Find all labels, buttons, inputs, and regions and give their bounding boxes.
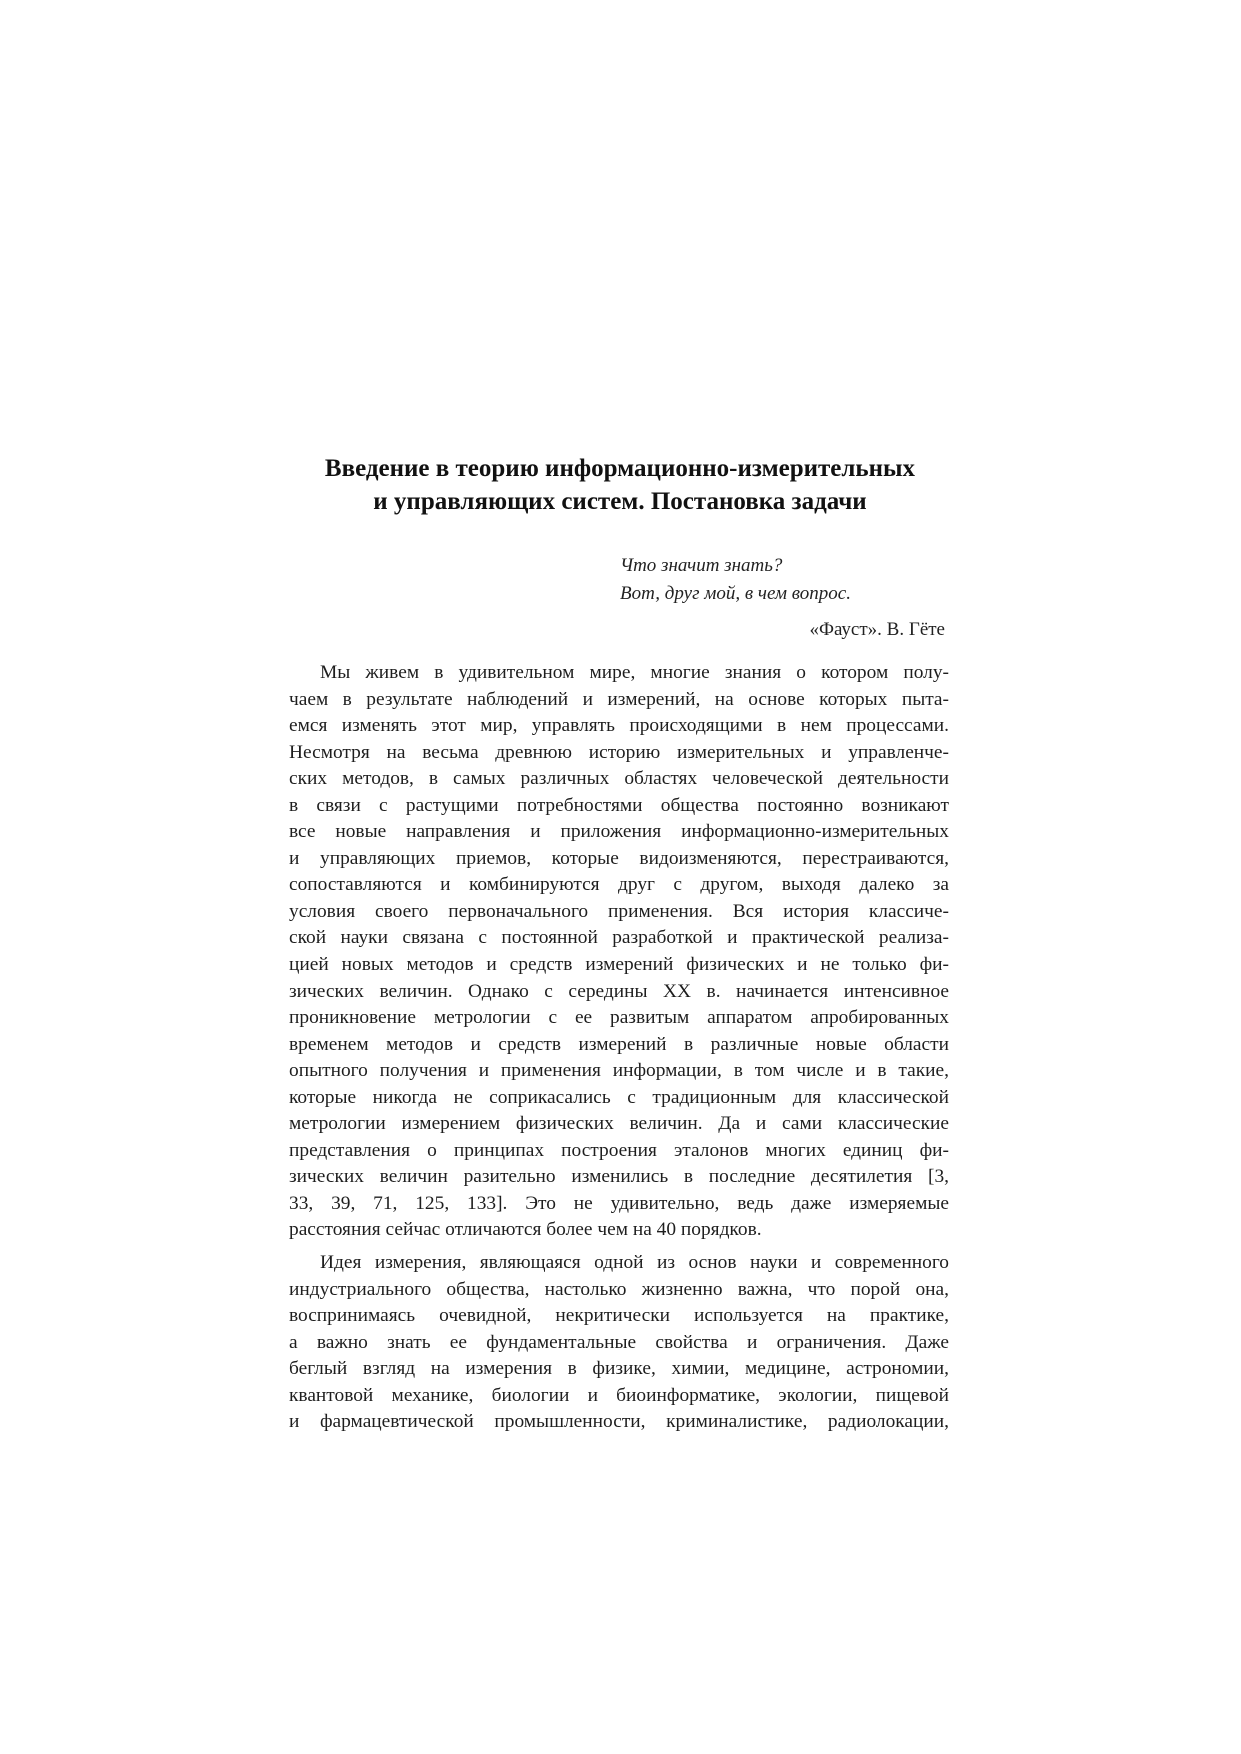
text-line: которые никогда не соприкасались с традиционным для классической xyxy=(289,1086,949,1108)
text-line: а важно знать ее фундаментальные свойства и ограничения. Даже xyxy=(289,1331,949,1353)
text-line: 33, 39, 71, 125, 133]. Это не удивительно, ведь даже измеряемые xyxy=(289,1192,949,1214)
body-text xyxy=(289,660,949,1442)
chapter-title-line: Введение в теорию информационно-измерительных xyxy=(324,455,916,482)
text-line: зических величин разительно изменились в последние десятилетия [3, xyxy=(289,1166,949,1188)
text-line: расстояния сейчас отличаются более чем на 40 порядков. xyxy=(289,1219,762,1241)
chapter-title xyxy=(250,452,990,518)
paragraph xyxy=(289,1250,949,1436)
epigraph-line: Вот, друг мой, в чем вопрос. xyxy=(620,583,851,604)
text-line: все новые направления и приложения информационно-измерительных xyxy=(289,821,949,843)
text-line: квантовой механике, биологии и биоинформатике, экологии, пищевой xyxy=(289,1384,949,1406)
text-line: чаем в результате наблюдений и измерений, на основе которых пыта- xyxy=(289,688,949,710)
text-line: Мы живем в удивительном мире, многие знания о котором полу- xyxy=(320,662,949,683)
text-line: зических величин. Однако с середины XX в. начинается интенсивное xyxy=(289,980,949,1002)
epigraph-attribution: «Фауст». В. Гёте xyxy=(809,619,945,640)
text-line: сопоставляются и комбинируются друг с другом, выходя далеко за xyxy=(289,874,949,896)
text-line: метрологии измерением физических величин. Да и сами классические xyxy=(289,1113,949,1135)
text-line: цией новых методов и средств измерений физических и не только фи- xyxy=(289,954,949,976)
epigraph-line: Что значит знать? xyxy=(620,555,783,576)
text-line: и управляющих приемов, которые видоизменяются, перестраиваются, xyxy=(289,847,949,869)
text-line: и фармацевтической промышленности, криминалистике, радиолокации, xyxy=(289,1411,949,1433)
text-line: Идея измерения, являющаяся одной из основ науки и современного xyxy=(320,1252,949,1274)
text-line: индустриального общества, настолько жизненно важна, что порой она, xyxy=(289,1278,949,1300)
text-line: временем методов и средств измерений в различные новые области xyxy=(289,1033,949,1055)
text-line: ской науки связана с постоянной разработкой и практической реализа- xyxy=(289,927,949,949)
text-line: воспринимаясь очевидной, некритически используется на практике, xyxy=(289,1305,949,1327)
text-line: ских методов, в самых различных областях человеческой деятельности xyxy=(289,768,949,790)
chapter-title-line: и управляющих систем. Постановка задачи xyxy=(373,488,867,515)
text-line: в связи с растущими потребностями общества постоянно возникают xyxy=(289,794,949,816)
epigraph xyxy=(620,552,950,644)
text-line: условия своего первоначального применения. Вся история классиче- xyxy=(289,900,949,922)
text-line: беглый взгляд на измерения в физике, химии, медицине, астрономии, xyxy=(289,1358,949,1380)
text-line: представления о принципах построения эталонов многих единиц фи- xyxy=(289,1139,949,1161)
text-line: проникновение метрологии с ее развитым аппаратом апробированных xyxy=(289,1007,949,1029)
text-line: опытного получения и применения информации, в том числе и в такие, xyxy=(289,1060,949,1082)
text-line: емся изменять этот мир, управлять происходящими в нем процессами. xyxy=(289,715,949,737)
text-line: Несмотря на весьма древнюю историю измерительных и управленче- xyxy=(289,741,949,763)
paragraph xyxy=(289,660,949,1244)
